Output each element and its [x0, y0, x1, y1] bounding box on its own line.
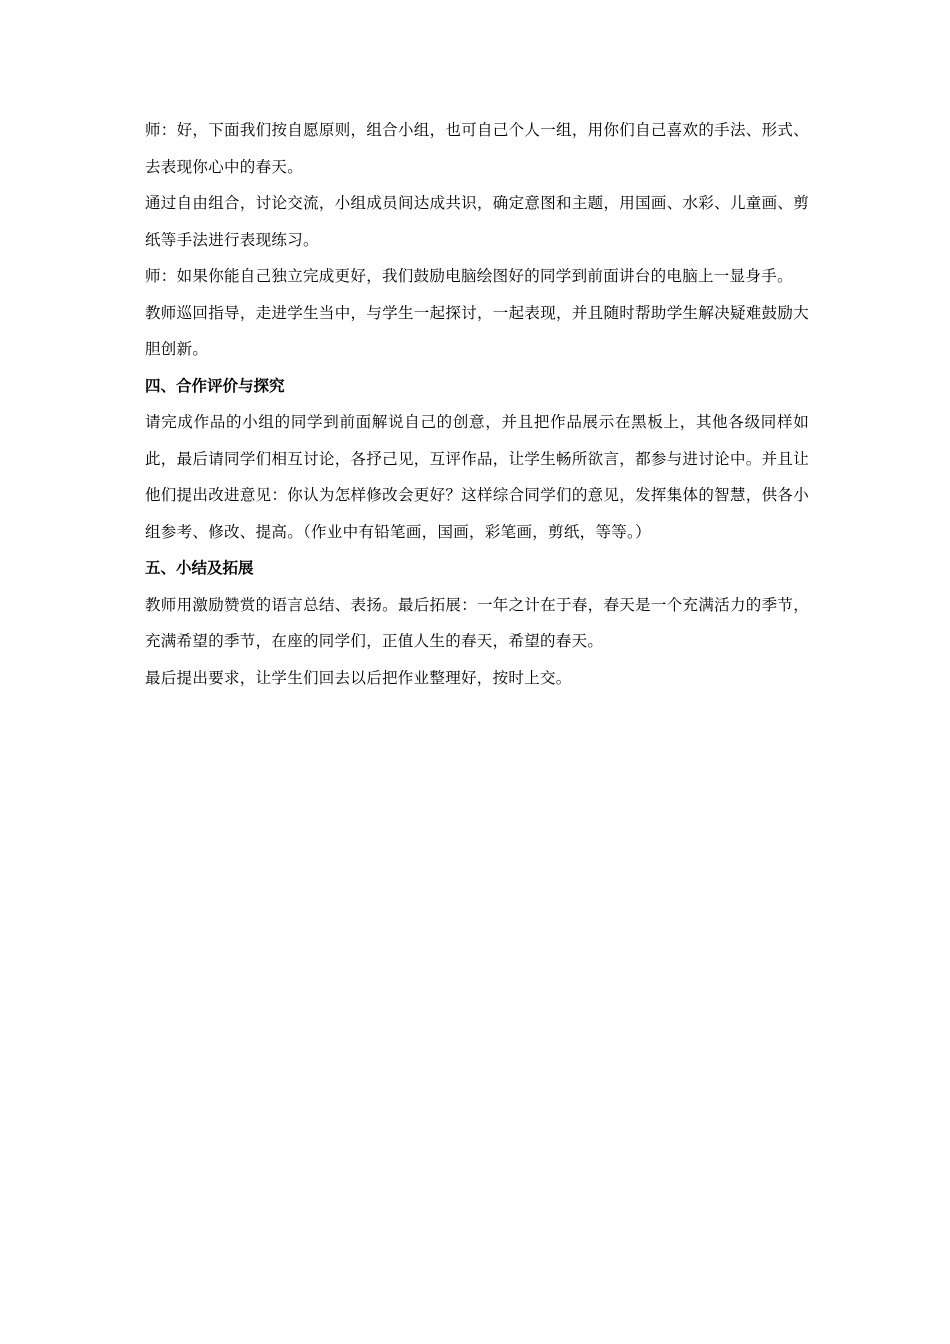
- paragraph-computer-drawing: 师：如果你能自己独立完成更好，我们鼓励电脑绘图好的同学到前面讲台的电脑上一显身手。: [145, 267, 793, 285]
- paragraph-evaluation: 请完成作品的小组的同学到前面解说自己的创意，并且把作品展示在黑板上，其他各级同样如此，最后请同学们相互讨论，各抒己见，互评作品，让学生畅所欲言，都参与进讨论中。并且让他们提出改进意见：你认为怎样修改会更好？这样综合同学们的意见，发挥集体的智慧，供各小组参考、修改、提高。（作业中有铅笔画，国画，彩笔画，剪纸，等等。）: [145, 413, 809, 541]
- document-body: [145, 112, 809, 696]
- section-heading-evaluation: 四、合作评价与探究: [145, 376, 285, 395]
- paragraph-discussion: 通过自由组合，讨论交流，小组成员间达成共识，确定意图和主题，用国画、水彩、儿童画、剪纸等手法进行表现练习。: [145, 194, 809, 249]
- paragraph-homework: 最后提出要求，让学生们回去以后把作业整理好，按时上交。: [145, 668, 572, 687]
- paragraph-teacher-guidance: 教师巡回指导，走进学生当中，与学生一起探讨，一起表现，并且随时帮助学生解决疑难鼓励大胆创新。: [145, 303, 809, 358]
- section-heading-summary: 五、小结及拓展: [145, 559, 254, 577]
- paragraph-group-forming: 师：好，下面我们按自愿原则，组合小组，也可自己个人一组，用你们自己喜欢的手法、形式、去表现你心中的春天。: [145, 121, 809, 176]
- paragraph-summary: 教师用激励赞赏的语言总结、表扬。最后拓展：一年之计在于春，春天是一个充满活力的季节，充满希望的季节，在座的同学们，正值人生的春天，希望的春天。: [145, 595, 809, 650]
